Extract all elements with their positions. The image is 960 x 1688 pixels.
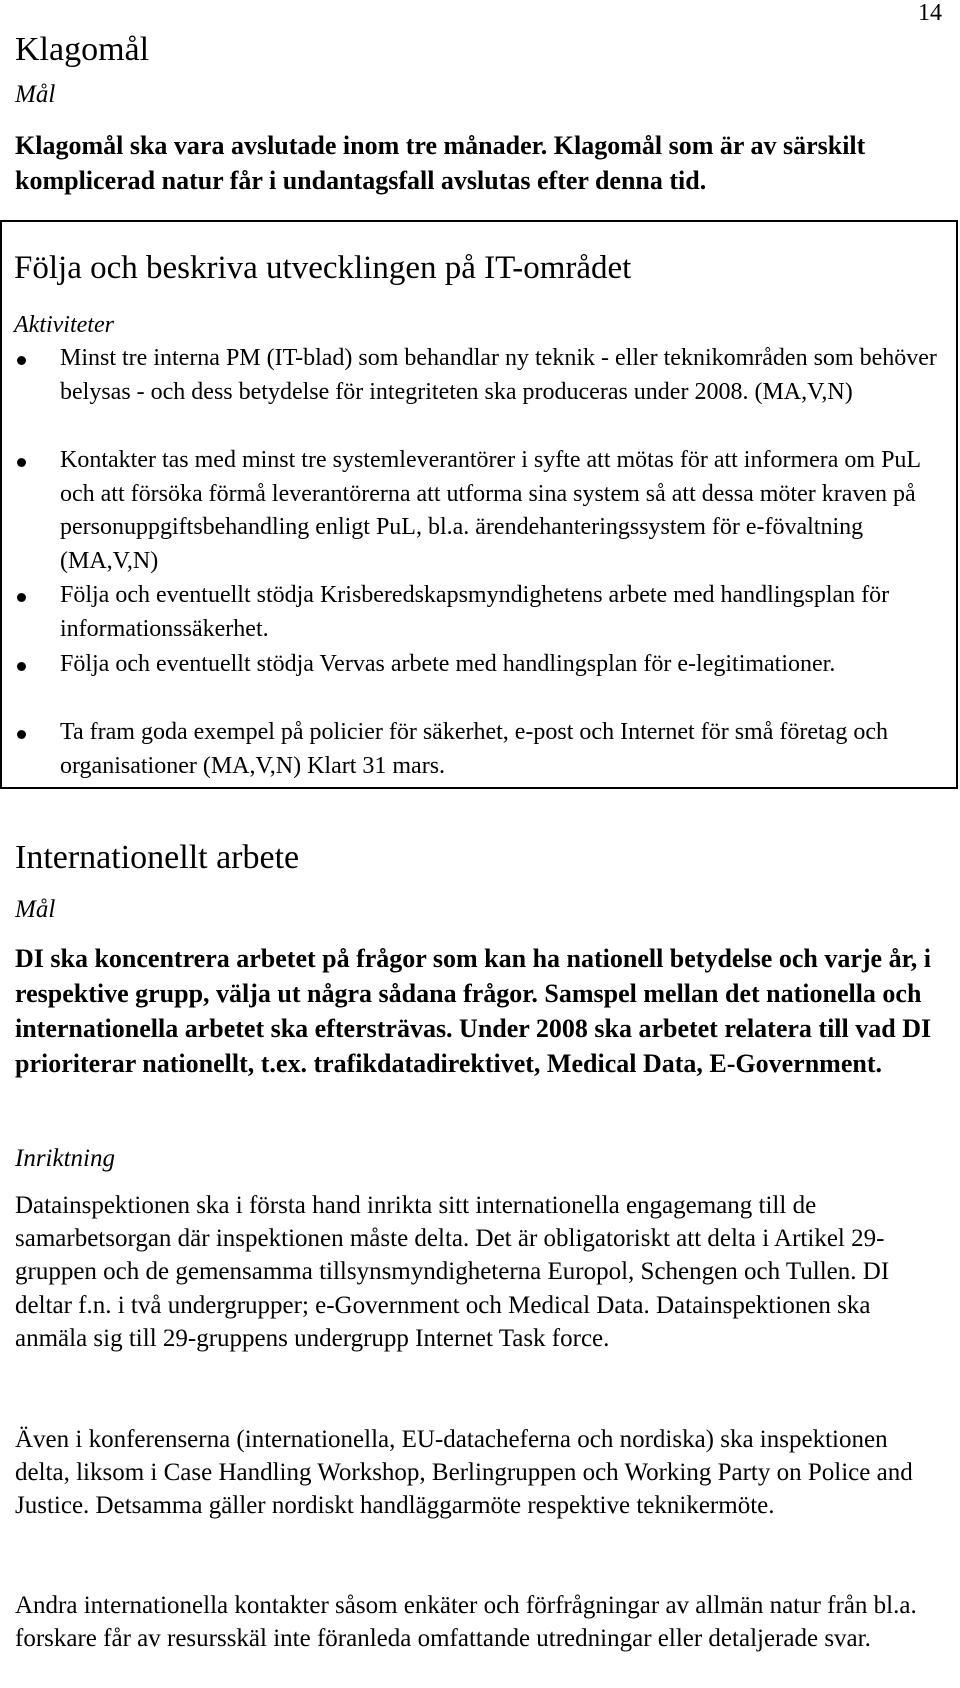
list-item-text: Minst tre interna PM (IT-blad) som behandlar ny teknik - eller teknikområden som behöver belysas - och dess betydelse för integriteten ska produceras under 2008. (MA,V,N) — [60, 345, 937, 405]
klagomal-subheading: Mål — [15, 81, 56, 108]
bullet-icon — [17, 356, 26, 365]
list-item-text: Följa och eventuellt stödja Vervas arbete med handlingsplan för e-legitimationer. — [60, 651, 836, 677]
international-subheading: Mål — [15, 896, 56, 923]
klagomal-goal-text: Klagomål ska vara avslutade inom tre månader. Klagomål som är av särskilt komplicerad natur får i undantagsfall avslutas efter denna tid. — [15, 131, 866, 195]
list-item-text: Följa och eventuellt stödja Krisberedskapsmyndighetens arbete med handlingsplan för informationssäkerhet. — [60, 582, 890, 642]
contacts-paragraph: Andra internationella kontakter såsom enkäter och förfrågningar av allmän natur från bl.a. forskare får av resursskäl inte föranleda omfattande utredningar eller detaljerade svar. — [15, 1592, 917, 1653]
list-item-text: Ta fram goda exempel på policier för säkerhet, e-post och Internet för små företag och organisationer (MA,V,N) Klart 31 mars. — [60, 719, 888, 779]
page-number: 14 — [918, 0, 942, 26]
list-item-text: Kontakter tas med minst tre systemleverantörer i syfte att mötas för att informera om PuL och att försöka förmå leverantörerna att utforma sina system så att dessa möter kraven på personuppgiftsbehandling enligt PuL, bl.a. ärendehanteringssystem för e-fövaltning (MA,V,N) — [60, 447, 921, 574]
conference-paragraph: Även i konferenserna (internationella, EU-datacheferna och nordiska) ska inspektionen delta, liksom i Case Handling Workshop, Berlingruppen och Working Party on Police and Justice. Detsamma gäller nordiskt handläggarmöte respektive teknikermöte. — [15, 1426, 913, 1520]
direction-paragraph: Datainspektionen ska i första hand inrikta sitt internationella engagemang till de samarbetsorgan där inspektionen måste delta. Det är obligatoriskt att delta i Artikel 29-gruppen och de gemensamma tillsynsmyndigheterna Europol, Schengen och Tullen. DI deltar f.n. i två undergrupper; e-Government och Medical Data. Datainspektionen ska anmäla sig till 29-gruppens undergrupp Internet Task force. — [15, 1192, 890, 1352]
bullet-icon — [17, 458, 26, 467]
klagomal-heading: Klagomål — [15, 31, 150, 68]
international-goal-text: DI ska koncentrera arbetet på frågor som kan ha nationell betydelse och varje år, i respektive grupp, välja ut några sådana frågor. Samspel mellan det nationella och internationella arbetet ska eftersträvas. Under 2008 ska arbetet relatera till vad DI prioriterar nationellt, t.ex. trafikdatadirektivet, Medical Data, E-Government. — [15, 944, 932, 1078]
bullet-icon — [17, 730, 26, 739]
it-box-heading: Följa och beskriva utvecklingen på IT-området — [14, 250, 632, 286]
direction-heading: Inriktning — [15, 1145, 115, 1172]
international-heading: Internationellt arbete — [15, 839, 300, 876]
bullet-icon — [17, 662, 26, 671]
it-box-subheading: Aktiviteter — [14, 312, 114, 338]
bullet-icon — [17, 593, 26, 602]
